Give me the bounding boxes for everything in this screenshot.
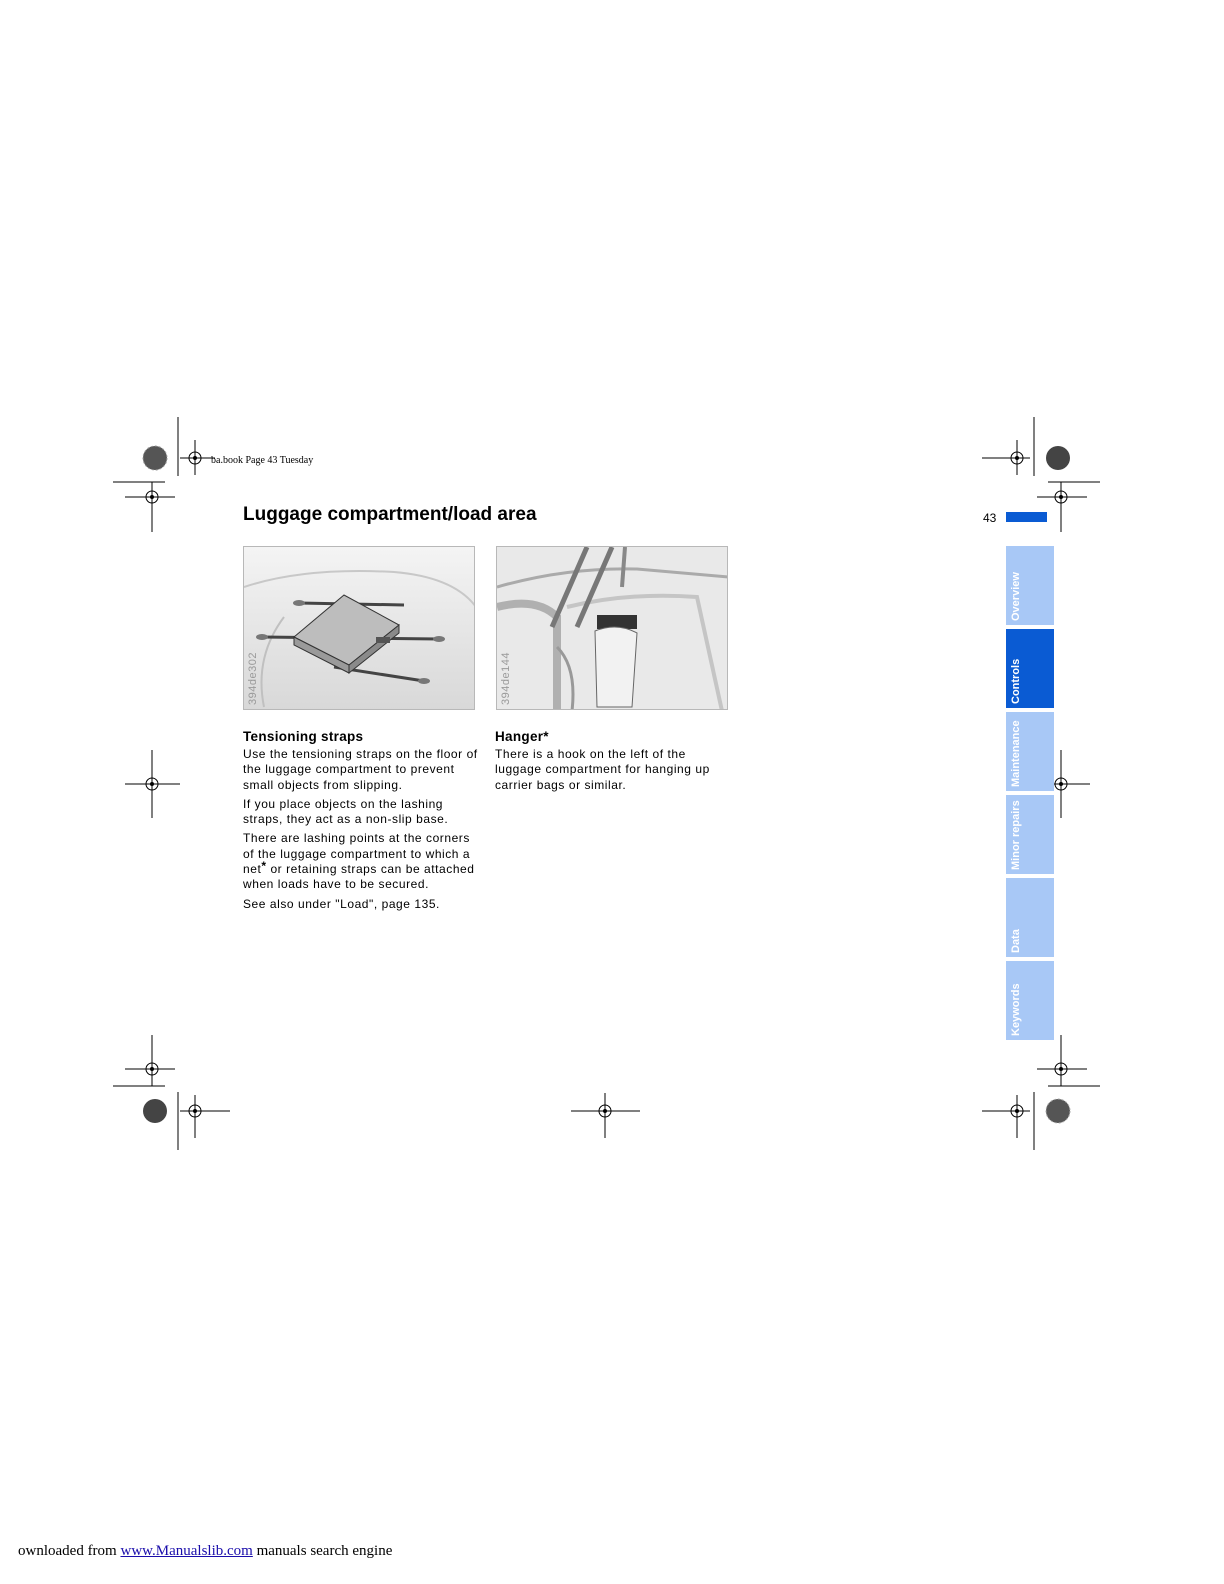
tab-minor-repairs[interactable] xyxy=(1006,795,1054,874)
tab-label: Overview xyxy=(1010,572,1022,621)
tab-maintenance[interactable] xyxy=(1006,712,1054,791)
footer-suffix: manuals search engine xyxy=(252,1543,393,1559)
tab-overview[interactable] xyxy=(1006,546,1054,625)
manualslib-link[interactable]: www.Manualslib.com xyxy=(120,1543,253,1559)
tab-keywords[interactable] xyxy=(1006,961,1054,1040)
page-title: Luggage compartment/load area xyxy=(243,504,537,525)
tab-label: Data xyxy=(1010,929,1022,953)
tab-data[interactable] xyxy=(1006,878,1054,957)
tab-label: Keywords xyxy=(1010,983,1022,1036)
paragraph-text: or retaining straps can be attached when loads have to be secured. xyxy=(243,862,475,892)
paragraph xyxy=(243,831,481,892)
tab-label: Maintenance xyxy=(1010,720,1022,787)
tab-label: Controls xyxy=(1010,658,1022,704)
chapter-tabs xyxy=(1006,546,1054,1044)
paragraph-text: There are lashing points at the corners of the luggage compartment to which a net xyxy=(243,831,471,877)
figure-hanger xyxy=(496,546,728,710)
section-hanger xyxy=(495,728,731,797)
page-number-bar xyxy=(1006,512,1047,522)
section-heading: Hanger* xyxy=(495,729,549,744)
hanger-illustration xyxy=(497,547,728,710)
paragraph: There is a hook on the left of the luggage compartment for hanging up carrier bags or similar. xyxy=(495,747,710,792)
tab-controls[interactable] xyxy=(1006,629,1054,708)
section-heading: Tensioning straps xyxy=(243,729,364,744)
tensioning-straps-illustration xyxy=(244,547,475,710)
figure-code: 394de144 xyxy=(500,652,512,705)
footer-prefix: ownloaded from xyxy=(18,1543,121,1559)
page-number: 43 xyxy=(983,511,997,525)
book-header-info: ba.book Page 43 Tuesday xyxy=(211,455,314,466)
figure-code: 394de302 xyxy=(247,652,259,705)
paragraph-see-also: See also under "Load", page 135. xyxy=(243,896,440,911)
download-footer xyxy=(18,1543,392,1560)
section-tensioning-straps xyxy=(243,728,481,916)
paragraph: If you place objects on the lashing straps, they act as a non-slip base. xyxy=(243,796,449,827)
optional-equipment-asterisk: * xyxy=(261,859,267,874)
paragraph: Use the tensioning straps on the floor of the luggage compartment to prevent small objects from slipping. xyxy=(243,747,478,792)
tab-label: Minor repairs xyxy=(1010,800,1022,870)
figure-tensioning-straps xyxy=(243,546,475,710)
